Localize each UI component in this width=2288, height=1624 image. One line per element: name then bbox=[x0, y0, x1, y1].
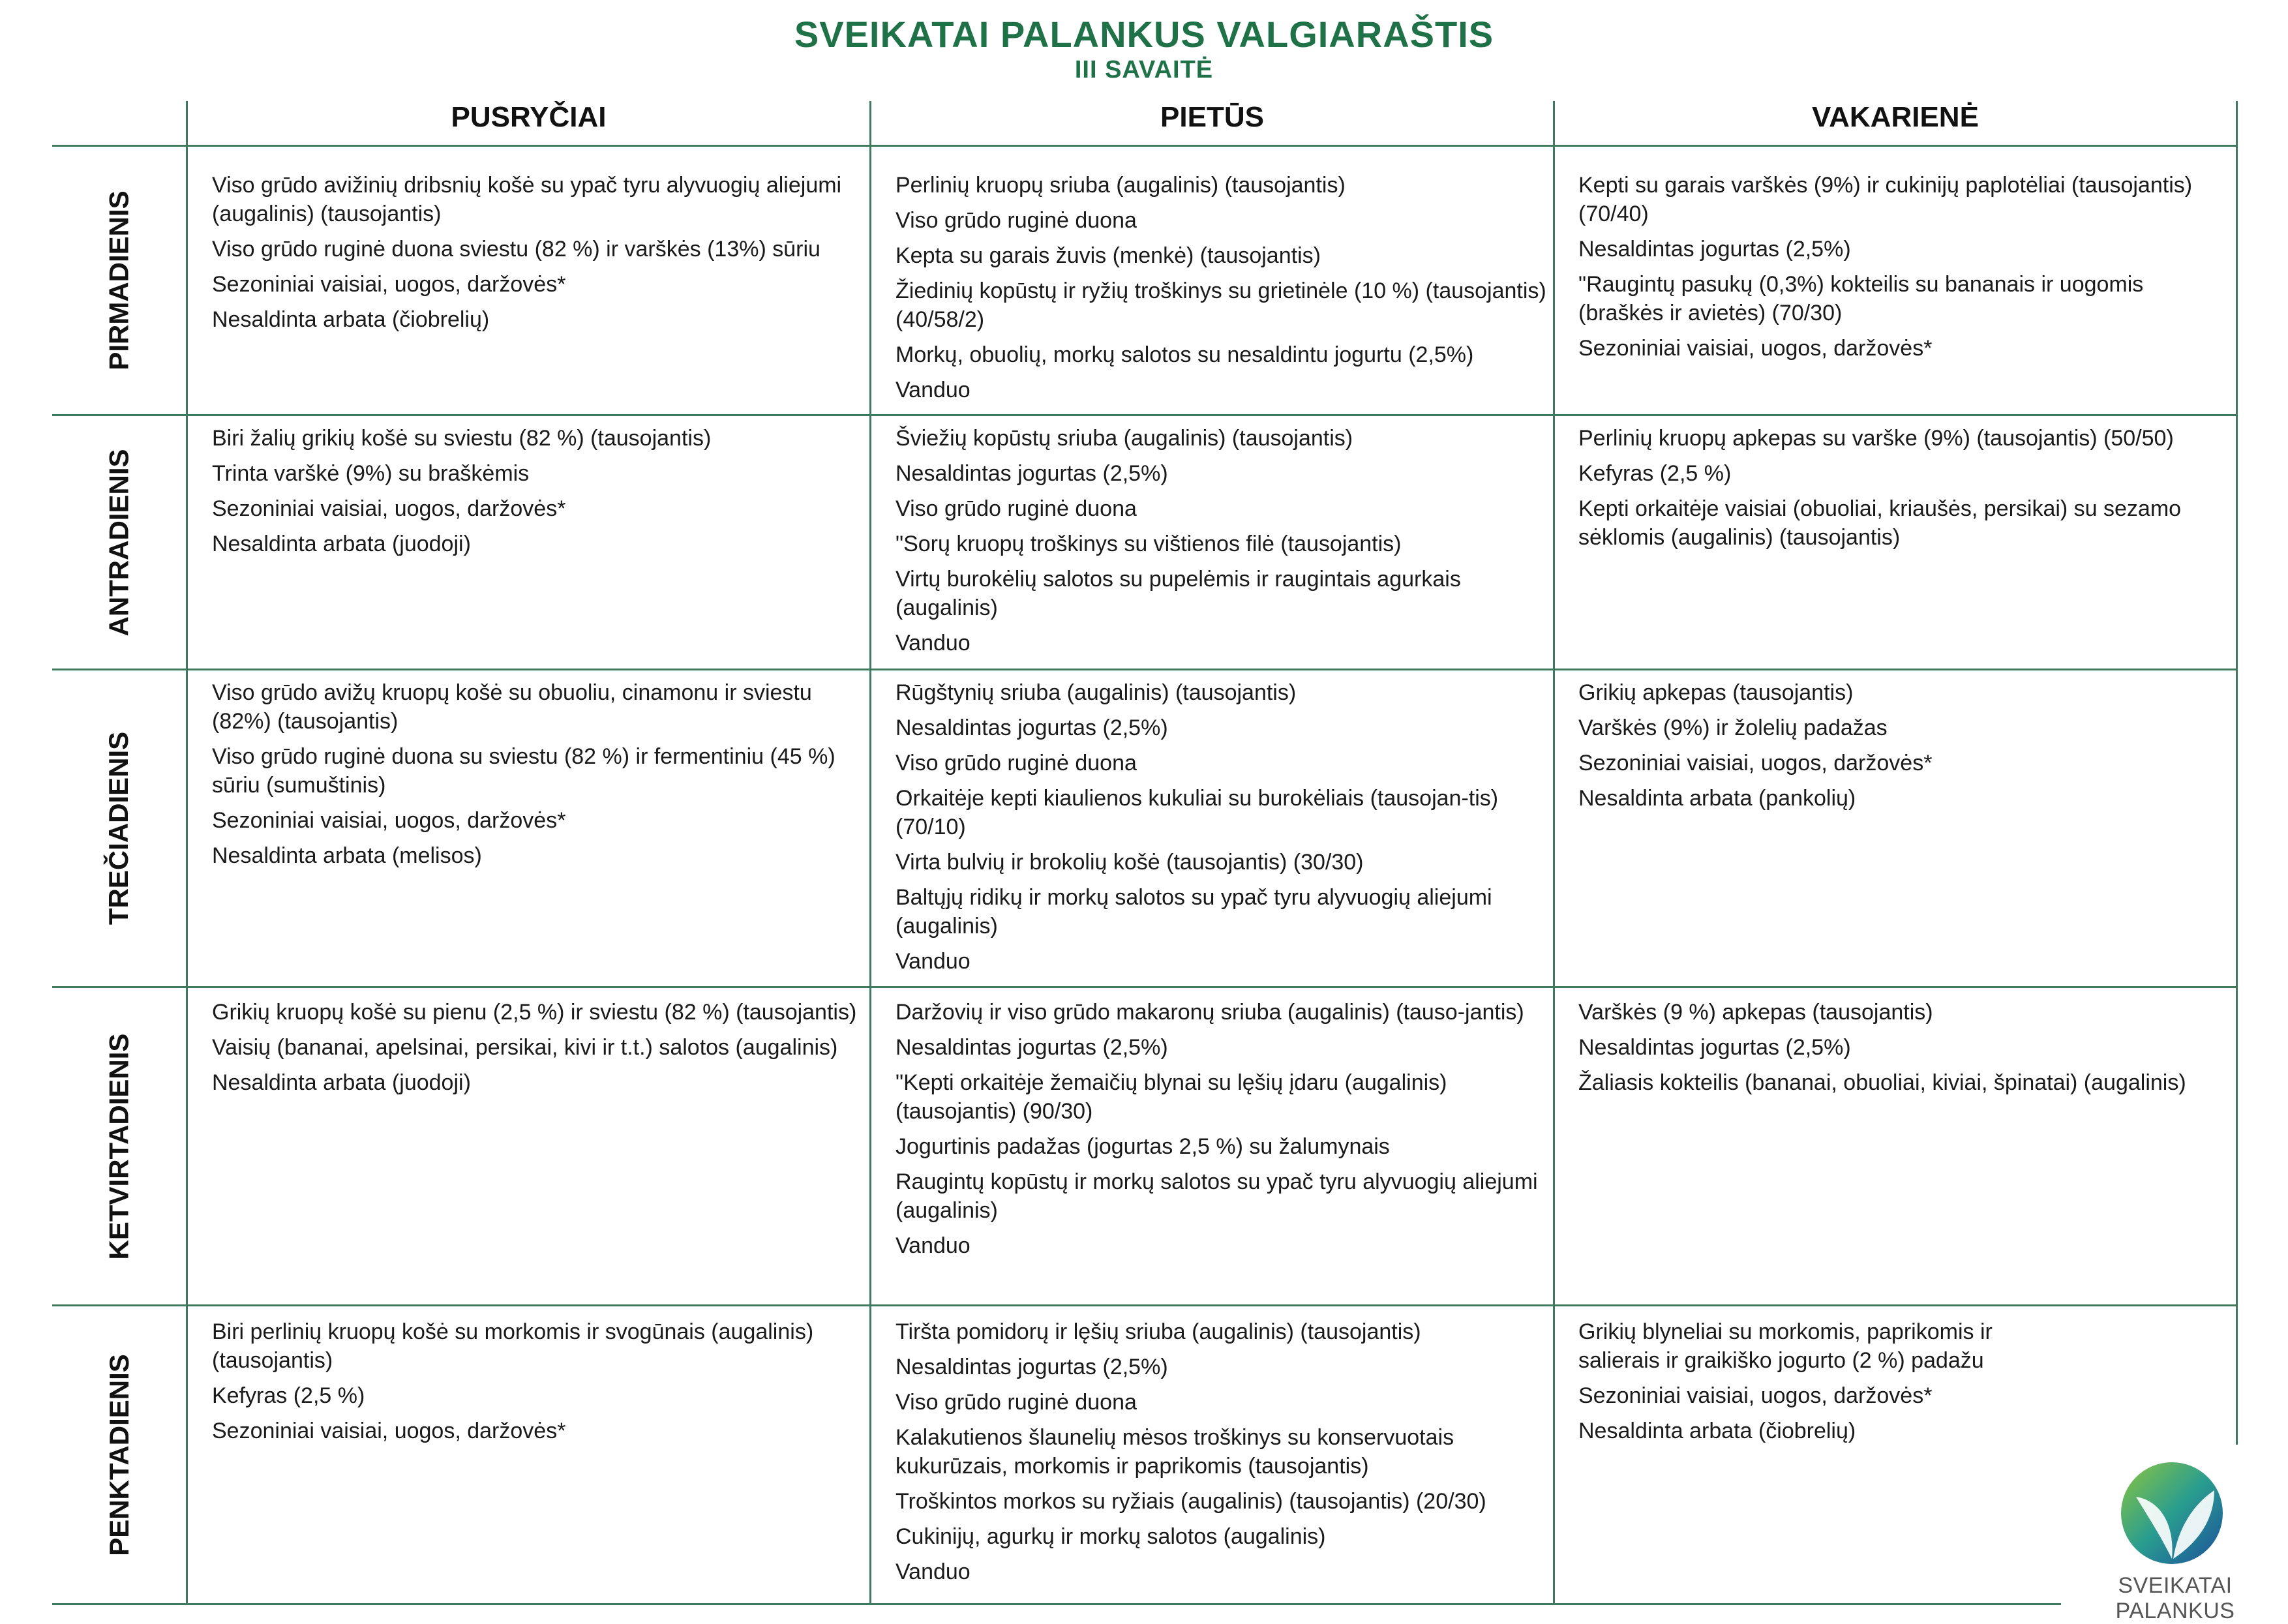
menu-item: Morkų, obuolių, morkų salotos su nesaldintu jogurtu (2,5%) bbox=[896, 342, 1474, 367]
menu-item: Nesaldinta arbata (juodoji) bbox=[212, 532, 471, 556]
day-label: KETVIRTADIENIS bbox=[103, 1033, 134, 1259]
menu-item: Nesaldinta arbata (čiobrelių) bbox=[212, 307, 490, 332]
cell-thursday-dinner bbox=[1578, 998, 2224, 1104]
menu-item: Grikių apkepas (tausojantis) bbox=[1578, 680, 1854, 705]
cell-monday-dinner bbox=[1578, 171, 2224, 369]
page-title: SVEIKATAI PALANKUS VALGIARAŠTIS bbox=[794, 14, 1494, 55]
menu-item: Kepti orkaitėje vaisiai (obuoliai, kriaušės, persikai) su sezamo sėklomis (augalinis) (tausojantis) bbox=[1578, 496, 2182, 550]
menu-item: "Kepti orkaitėje žemaičių blynai su lęšių įdaru (augalinis) (tausojantis) (90/30) bbox=[896, 1070, 1447, 1124]
menu-item: "Raugintų pasukų (0,3%) kokteilis su bananais ir uogomis (braškės ir avietės) (70/30) bbox=[1578, 272, 2144, 325]
menu-item: Rūgštynių sriuba (augalinis) (tausojantis) bbox=[896, 680, 1297, 705]
menu-item: Tiršta pomidorų ir lęšių sriuba (augalinis) (tausojantis) bbox=[896, 1319, 1421, 1344]
menu-item: Žiedinių kopūstų ir ryžių troškinys su grietinėle (10 %) (tausojantis) (40/58/2) bbox=[896, 278, 1546, 332]
menu-item: Raugintų kopūstų ir morkų salotos su ypač tyru alyvuogių aliejumi (augalinis) bbox=[896, 1169, 1538, 1223]
menu-item: Varškės (9 %) apkepas (tausojantis) bbox=[1578, 1000, 1933, 1025]
cell-thursday-lunch bbox=[896, 998, 1548, 1267]
row-header-thursday bbox=[52, 988, 186, 1304]
row-header-tuesday bbox=[52, 416, 186, 669]
menu-item: Kepta su garais žuvis (menkė) (tausojantis) bbox=[896, 243, 1321, 268]
menu-item: Sezoniniai vaisiai, uogos, daržovės* bbox=[212, 1419, 566, 1443]
menu-item: Nesaldintas jogurtas (2,5%) bbox=[1578, 1035, 1851, 1060]
grid-line bbox=[52, 986, 2237, 988]
menu-item: Daržovių ir viso grūdo makaronų sriuba (augalinis) (tauso-jantis) bbox=[896, 1000, 1524, 1025]
menu-item: Vanduo bbox=[896, 631, 971, 655]
menu-item: Vanduo bbox=[896, 949, 971, 974]
menu-item: Sezoniniai vaisiai, uogos, daržovės* bbox=[212, 808, 566, 833]
day-label: ANTRADIENIS bbox=[103, 448, 134, 637]
menu-item: Perlinių kruopų sriuba (augalinis) (tausojantis) bbox=[896, 173, 1346, 198]
grid-line bbox=[52, 669, 2237, 670]
cell-monday-breakfast bbox=[212, 171, 858, 340]
menu-item: Baltųjų ridikų ir morkų salotos su ypač tyru alyvuogių aliejumi (augalinis) bbox=[896, 885, 1492, 939]
menu-item: Virtų burokėlių salotos su pupelėmis ir raugintais agurkais (augalinis) bbox=[896, 567, 1461, 620]
row-header-friday bbox=[52, 1306, 186, 1603]
menu-item: Cukinijų, agurkų ir morkų salotos (augalinis) bbox=[896, 1524, 1326, 1549]
day-label: PIRMADIENIS bbox=[103, 190, 134, 370]
cell-friday-breakfast bbox=[212, 1317, 858, 1452]
cell-tuesday-breakfast bbox=[212, 424, 858, 565]
menu-item: Sezoniniai vaisiai, uogos, daržovės* bbox=[212, 496, 566, 521]
menu-item: Nesaldintas jogurtas (2,5%) bbox=[896, 715, 1168, 740]
menu-item: Viso grūdo ruginė duona bbox=[896, 496, 1137, 521]
cell-friday-lunch bbox=[896, 1317, 1548, 1593]
day-label: TREČIADIENIS bbox=[103, 731, 134, 925]
menu-item: "Sorų kruopų troškinys su vištienos filė (tausojantis) bbox=[896, 532, 1402, 556]
menu-item: Nesaldinta arbata (pankolių) bbox=[1578, 786, 1856, 811]
column-header-lunch: PIETŪS bbox=[1160, 101, 1264, 133]
cell-monday-lunch bbox=[896, 171, 1548, 411]
menu-item: Nesaldinta arbata (čiobrelių) bbox=[1578, 1419, 1856, 1443]
row-header-monday bbox=[52, 147, 186, 414]
cell-tuesday-dinner bbox=[1578, 424, 2224, 558]
menu-item: Vanduo bbox=[896, 1559, 971, 1584]
menu-item: Biri perlinių kruopų košė su morkomis ir svogūnais (augalinis) (tausojantis) bbox=[212, 1319, 814, 1373]
grid-line bbox=[52, 1304, 2237, 1306]
grid-line bbox=[1553, 101, 1555, 1604]
menu-item: Viso grūdo ruginė duona sviestu (82 %) ir varškės (13%) sūriu bbox=[212, 237, 820, 262]
cell-wednesday-dinner bbox=[1578, 678, 2224, 819]
grid-line bbox=[52, 145, 2237, 147]
grid-line bbox=[186, 101, 188, 1604]
menu-item: Šviežių kopūstų sriuba (augalinis) (tausojantis) bbox=[896, 426, 1353, 451]
row-header-wednesday bbox=[52, 670, 186, 986]
column-header-dinner: VAKARIENĖ bbox=[1812, 101, 1979, 133]
cell-friday-dinner bbox=[1578, 1317, 2074, 1452]
menu-item: Viso grūdo ruginė duona su sviestu (82 %) ir fermentiniu (45 %) sūriu (sumuštinis) bbox=[212, 744, 835, 798]
menu-item: Nesaldinta arbata (juodoji) bbox=[212, 1070, 471, 1095]
menu-item: Jogurtinis padažas (jogurtas 2,5 %) su žalumynais bbox=[896, 1134, 1390, 1159]
menu-item: Žaliasis kokteilis (bananai, obuoliai, kiviai, špinatai) (augalinis) bbox=[1578, 1070, 2186, 1095]
grid-line bbox=[52, 414, 2237, 416]
menu-item: Perlinių kruopų apkepas su varške (9%) (tausojantis) (50/50) bbox=[1578, 426, 2174, 451]
menu-item: Grikių kruopų košė su pienu (2,5 %) ir sviestu (82 %) (tausojantis) bbox=[212, 1000, 857, 1025]
logo-text: SVEIKATAI PALANKUS bbox=[2115, 1573, 2235, 1623]
grid-line bbox=[2236, 101, 2238, 1445]
menu-item: Viso grūdo ruginė duona bbox=[896, 751, 1137, 775]
day-label: PENKTADIENIS bbox=[103, 1353, 134, 1556]
cell-tuesday-lunch bbox=[896, 424, 1548, 664]
menu-item: Nesaldinta arbata (melisos) bbox=[212, 843, 482, 868]
grid-line bbox=[52, 1603, 2061, 1605]
menu-item: Vanduo bbox=[896, 1233, 971, 1258]
menu-item: Sezoniniai vaisiai, uogos, daržovės* bbox=[212, 272, 566, 297]
cell-wednesday-lunch bbox=[896, 678, 1548, 982]
menu-item: Nesaldintas jogurtas (2,5%) bbox=[1578, 237, 1851, 262]
page-subtitle: III SAVAITĖ bbox=[1074, 56, 1214, 83]
column-header-breakfast: PUSRYČIAI bbox=[451, 101, 607, 133]
grid-line bbox=[869, 101, 871, 1604]
menu-item: Virta bulvių ir brokolių košė (tausojantis) (30/30) bbox=[896, 850, 1364, 875]
menu-item: Nesaldintas jogurtas (2,5%) bbox=[896, 461, 1168, 486]
menu-item: Viso grūdo ruginė duona bbox=[896, 1390, 1137, 1415]
menu-item: Kefyras (2,5 %) bbox=[1578, 461, 1732, 486]
menu-item: Varškės (9%) ir žolelių padažas bbox=[1578, 715, 1888, 740]
menu-item: Kepti su garais varškės (9%) ir cukinijų paplotėliai (tausojantis) (70/40) bbox=[1578, 173, 2193, 226]
menu-item: Viso grūdo avižinių dribsnių košė su ypač tyru alyvuogių aliejumi (augalinis) (tausojantis) bbox=[212, 173, 842, 226]
menu-item: Vanduo bbox=[896, 378, 971, 402]
menu-item: Viso grūdo ruginė duona bbox=[896, 208, 1137, 233]
menu-item: Kefyras (2,5 %) bbox=[212, 1383, 365, 1408]
cell-wednesday-breakfast bbox=[212, 678, 858, 877]
cell-thursday-breakfast bbox=[212, 998, 858, 1104]
menu-item: Troškintos morkos su ryžiais (augalinis) (tausojantis) (20/30) bbox=[896, 1489, 1486, 1514]
menu-item: Grikių blyneliai su morkomis, paprikomis ir salierais ir graikiško jogurto (2 %) padažu bbox=[1578, 1319, 1993, 1373]
menu-item: Sezoniniai vaisiai, uogos, daržovės* bbox=[1578, 1383, 1933, 1408]
menu-item: Kalakutienos šlaunelių mėsos troškinys su konservuotais kukurūzais, morkomis ir paprikomis (tausojantis) bbox=[896, 1425, 1454, 1479]
menu-item: Sezoniniai vaisiai, uogos, daržovės* bbox=[1578, 336, 1933, 361]
menu-item: Sezoniniai vaisiai, uogos, daržovės* bbox=[1578, 751, 1933, 775]
menu-item: Nesaldintas jogurtas (2,5%) bbox=[896, 1355, 1168, 1379]
menu-item: Vaisių (bananai, apelsinai, persikai, kivi ir t.t.) salotos (augalinis) bbox=[212, 1035, 838, 1060]
menu-item: Trinta varškė (9%) su braškėmis bbox=[212, 461, 530, 486]
menu-item: Viso grūdo avižų kruopų košė su obuoliu, cinamonu ir sviestu (82%) (tausojantis) bbox=[212, 680, 812, 734]
menu-item: Orkaitėje kepti kiaulienos kukuliai su burokėliais (tausojan-tis) (70/10) bbox=[896, 786, 1499, 839]
menu-item: Biri žalių grikių košė su sviestu (82 %) (tausojantis) bbox=[212, 426, 712, 451]
menu-item: Nesaldintas jogurtas (2,5%) bbox=[896, 1035, 1168, 1060]
